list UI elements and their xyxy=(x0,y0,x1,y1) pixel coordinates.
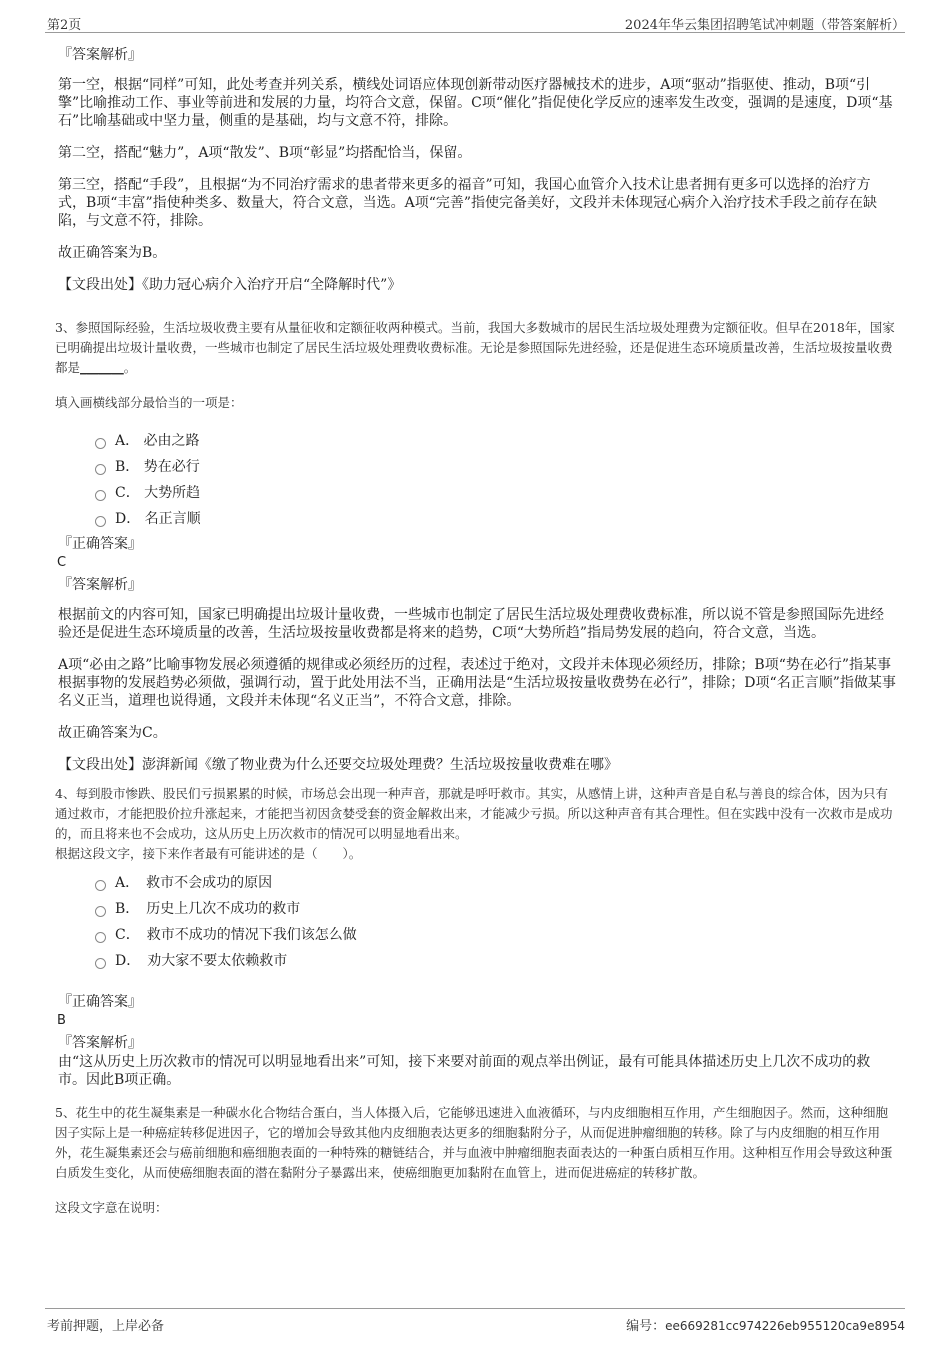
page-number: 第2页 xyxy=(47,18,82,33)
option-b[interactable]: B． 历史上几次不成功的救市 xyxy=(95,895,897,921)
question-text: 3、参照国际经验，生活垃圾收费主要有从量征收和定额征收两种模式。当前，我国大多数城市的居民生活垃圾处理费为定额征收。但早在2018年，国家已明确提出垃圾计量收费，一些城市也制定了居民生活垃圾处理费收费标准。无论是参照国际先进经验，还是促进生态环境质量改善，生活垃圾按量收费都是_______。 xyxy=(55,320,895,375)
document-title: 2024年华云集团招聘笔试冲刺题（带答案解析） xyxy=(624,18,905,33)
analysis-label: 『答案解析』 xyxy=(58,47,142,63)
option-c[interactable]: C． 救市不成功的情况下我们该怎么做 xyxy=(95,921,897,947)
radio-icon[interactable] xyxy=(95,906,106,917)
correct-answer: B xyxy=(57,1013,66,1028)
analysis-label: 『答案解析』 xyxy=(58,577,142,593)
analysis-paragraph: 第一空，根据“同样”可知，此处考查并列关系，横线处词语应体现创新带动医疗器械技术的进步，A项“驱动”指驱使、推动，B项“引擎”比喻推动工作、事业等前进和发展的力量，均符合文意，保留。C项“催化”指促使化学反应的速率发生改变，强调的是速度，D项“基石”比喻基础或中坚力量，侧重的是基础，均与文意不符，排除。 xyxy=(58,77,893,129)
answer-label: 『正确答案』 xyxy=(58,994,142,1010)
document-code: 编号：ee669281cc974226eb955120ca9e8954 xyxy=(626,1319,905,1334)
page-footer xyxy=(45,1308,905,1333)
option-a[interactable]: A． 救市不会成功的原因 xyxy=(95,869,897,895)
options-list xyxy=(95,427,897,531)
radio-icon[interactable] xyxy=(95,490,106,501)
question-prompt: 这段文字意在说明： xyxy=(55,1200,168,1215)
option-a[interactable]: A． 必由之路 xyxy=(95,427,897,453)
radio-icon[interactable] xyxy=(95,958,106,969)
source-citation: 【文段出处】澎湃新闻《缴了物业费为什么还要交垃圾处理费？生活垃圾按量收费难在哪》 xyxy=(58,757,618,773)
question-4 xyxy=(55,784,897,1089)
page-header xyxy=(45,12,905,33)
source-citation: 【文段出处】《助力冠心病介入治疗开启“全降解时代”》 xyxy=(58,277,402,293)
option-d[interactable]: D． 劝大家不要太依赖救市 xyxy=(95,947,897,973)
radio-icon[interactable] xyxy=(95,932,106,943)
main-content xyxy=(55,42,897,1218)
question-text: 5、花生中的花生凝集素是一种碳水化合物结合蛋白，当人体摄入后，它能够迅速进入血液循环，与内皮细胞相互作用，产生细胞因子。然而，这种细胞因子实际上是一种癌症转移促进因子，它的增加会导致其他内皮细胞表达更多的细胞黏附分子，从而促进肿瘤细胞的转移。除了与内皮细胞的相互作用外，花生凝集素还会与癌前细胞和癌细胞表面的一种特殊的糖链结合，并与血液中肿瘤细胞表面表达的一种蛋白质相互作用。这种相互作用会导致这种蛋白质发生变化，从而使癌细胞表面的潜在黏附分子暴露出来，使癌细胞更加黏附在血管上，进而促进癌症的转移扩散。 xyxy=(55,1105,893,1180)
analysis-paragraph: A项“必由之路”比喻事物发展必须遵循的规律或必须经历的过程，表述过于绝对，文段并未体现必须经历，排除；B项“势在必行”指某事根据事物的发展趋势必须做，强调行动，置于此处用法不当，正确用法是“生活垃圾按量收费势在必行”，排除；D项“名正言顺”指做某事名义正当，道理也说得通，文段并未体现“名义正当”，不符合文意，排除。 xyxy=(58,657,896,709)
analysis-paragraph: 由“这从历史上历次救市的情况可以明显地看出来”可知，接下来要对前面的观点举出例证，最有可能具体描述历史上几次不成功的救市。因此B项正确。 xyxy=(58,1054,871,1088)
analysis-paragraph: 第二空，搭配“魅力”，A项“散发”、B项“彰显”均搭配恰当，保留。 xyxy=(58,145,472,161)
radio-icon[interactable] xyxy=(95,464,106,475)
radio-icon[interactable] xyxy=(95,880,106,891)
conclusion: 故正确答案为B。 xyxy=(58,245,167,261)
option-c[interactable]: C． 大势所趋 xyxy=(95,479,897,505)
footer-slogan: 考前押题，上岸必备 xyxy=(47,1319,165,1334)
question-2-analysis xyxy=(55,46,897,294)
question-3 xyxy=(55,318,897,774)
analysis-paragraph: 根据前文的内容可知，国家已明确提出垃圾计量收费，一些城市也制定了居民生活垃圾处理费收费标准，所以说不管是参照国际先进经验还是促进生态环境质量的改善，生活垃圾按量收费都是将来的趋势，C项“大势所趋”指局势发展的趋向，符合文意，当选。 xyxy=(58,607,884,641)
question-text: 4、每到股市惨跌、股民们亏损累累的时候，市场总会出现一种声音，那就是呼吁救市。其实，从感情上讲，这种声音是自私与善良的综合体，因为只有通过救市，才能把股价拉升涨起来，才能把当初因贪婪受套的资金解救出来，才能减少亏损。所以这种声音有其合理性。但在实践中没有一次救市是成功的，而且将来也不会成功，这从历史上历次救市的情况可以明显地看出来。 xyxy=(55,786,893,841)
conclusion: 故正确答案为C。 xyxy=(58,725,167,741)
question-5 xyxy=(55,1103,897,1218)
question-prompt: 根据这段文字，接下来作者最有可能讲述的是（ ）。 xyxy=(55,846,362,861)
analysis-paragraph: 第三空，搭配“手段”，且根据“为不同治疗需求的患者带来更多的福音”可知，我国心血管介入技术让患者拥有更多可以选择的治疗方式，B项“丰富”指使种类多、数量大，符合文意，当选。A项“完善”指使完备美好，文段并未体现冠心病介入治疗技术手段之前存在缺陷，与文意不符，排除。 xyxy=(58,177,878,229)
radio-icon[interactable] xyxy=(95,516,106,527)
question-prompt: 填入画横线部分最恰当的一项是： xyxy=(55,395,243,410)
correct-answer: C xyxy=(57,555,67,570)
fill-blank: _______ xyxy=(80,360,124,375)
options-list xyxy=(95,869,897,973)
option-d[interactable]: D． 名正言顺 xyxy=(95,505,897,531)
answer-label: 『正确答案』 xyxy=(58,536,142,552)
option-b[interactable]: B． 势在必行 xyxy=(95,453,897,479)
radio-icon[interactable] xyxy=(95,438,106,449)
analysis-label: 『答案解析』 xyxy=(58,1035,142,1051)
